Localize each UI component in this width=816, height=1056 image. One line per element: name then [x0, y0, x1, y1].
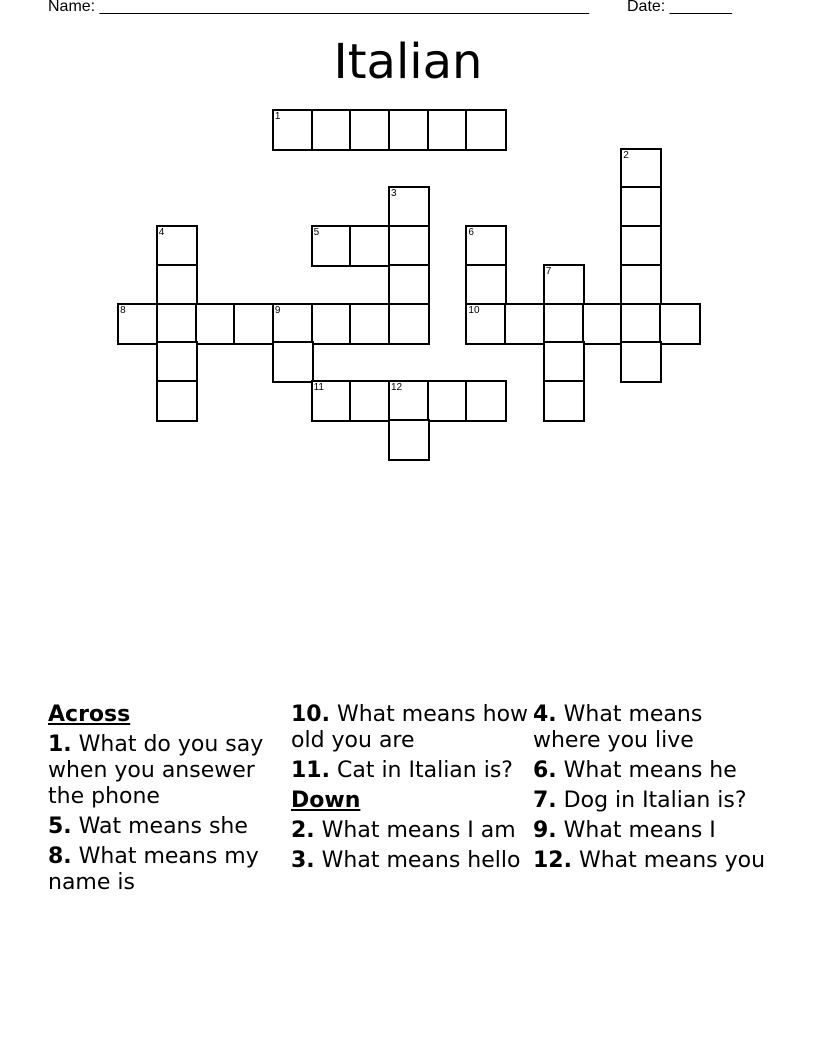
clue-text: What means hello	[314, 848, 521, 873]
clue-text: What do you say when you ansewer the phone	[48, 732, 264, 809]
clue-text: What means where you live	[533, 702, 703, 753]
clue-number: 6.	[533, 758, 557, 783]
crossword-cell[interactable]	[156, 303, 198, 345]
clue-text: What means he	[556, 758, 737, 783]
crossword-cell[interactable]	[582, 303, 624, 345]
crossword-cell[interactable]	[427, 109, 469, 151]
crossword-cell[interactable]	[388, 380, 430, 422]
cell-number: 12	[391, 381, 403, 393]
cell-number: 9	[274, 304, 281, 316]
clue-number: 2.	[291, 818, 315, 843]
clue-number: 7.	[533, 788, 557, 813]
clue-text: Wat means she	[71, 814, 248, 839]
crossword-cell[interactable]	[349, 380, 391, 422]
crossword-cell[interactable]	[272, 341, 314, 383]
crossword-cell[interactable]	[465, 264, 507, 306]
crossword-cell[interactable]	[349, 303, 391, 345]
clue-across-10	[291, 702, 531, 754]
clue-down-12	[533, 848, 773, 874]
clue-down-3	[291, 848, 531, 874]
crossword-cell[interactable]	[465, 225, 507, 267]
crossword-cell[interactable]	[543, 303, 585, 345]
crossword-cell[interactable]	[543, 264, 585, 306]
clue-across-1	[48, 732, 288, 810]
cell-number: 8	[120, 304, 126, 316]
crossword-cell[interactable]	[659, 303, 701, 345]
crossword-cell[interactable]	[272, 303, 314, 345]
crossword-cell[interactable]	[349, 109, 391, 151]
crossword-cell[interactable]	[465, 109, 507, 151]
crossword-cell[interactable]	[156, 225, 198, 267]
cell-number: 10	[468, 304, 480, 316]
clue-across-5	[48, 814, 288, 840]
clue-text: What means I	[556, 818, 716, 843]
crossword-cell[interactable]	[620, 303, 662, 345]
cell-number: 7	[545, 265, 552, 277]
crossword-cell[interactable]	[388, 109, 430, 151]
clue-across-8	[48, 844, 288, 896]
crossword-cell[interactable]	[311, 109, 353, 151]
clue-number: 5.	[48, 814, 72, 839]
clue-down-9	[533, 818, 773, 844]
clue-down-7	[533, 788, 773, 814]
date-field-label: Date: _______	[627, 0, 732, 15]
crossword-cell[interactable]	[388, 264, 430, 306]
clue-number: 11.	[291, 758, 330, 783]
crossword-cell[interactable]	[311, 225, 353, 267]
crossword-cell[interactable]	[349, 225, 391, 267]
cell-number: 5	[313, 227, 320, 239]
crossword-cell[interactable]	[272, 109, 314, 151]
clue-down-2	[291, 818, 531, 844]
cell-number: 3	[391, 188, 397, 200]
crossword-cell[interactable]	[388, 419, 430, 461]
crossword-cell[interactable]	[620, 341, 662, 383]
crossword-cell[interactable]	[311, 380, 353, 422]
clue-number: 8.	[48, 844, 72, 869]
clue-number: 9.	[533, 818, 557, 843]
crossword-cell[interactable]	[465, 303, 507, 345]
crossword-cell[interactable]	[156, 341, 198, 383]
clue-number: 1.	[48, 732, 72, 757]
crossword-cell[interactable]	[543, 380, 585, 422]
cell-number: 4	[158, 227, 165, 239]
cell-number: 11	[313, 381, 324, 393]
crossword-cell[interactable]	[233, 303, 275, 345]
cell-number: 1	[274, 111, 281, 122]
clue-column-3	[533, 702, 773, 878]
clue-text: Dog in Italian is?	[556, 788, 747, 813]
cell-number: 6	[468, 227, 474, 239]
clue-column-1	[48, 702, 288, 900]
clue-text: What means my name is	[48, 844, 259, 895]
crossword-cell[interactable]	[117, 303, 159, 345]
crossword-cell[interactable]	[620, 264, 662, 306]
crossword-cell[interactable]	[427, 380, 469, 422]
crossword-cell[interactable]	[543, 341, 585, 383]
crossword-cell[interactable]	[195, 303, 237, 345]
name-field-label: Name: _______________________________________________________	[48, 0, 589, 15]
crossword-grid	[0, 0, 816, 480]
down-heading: Down	[291, 788, 361, 813]
crossword-cell[interactable]	[156, 380, 198, 422]
cell-number: 2	[623, 149, 629, 161]
clue-number: 3.	[291, 848, 315, 873]
crossword-cell[interactable]	[311, 303, 353, 345]
clue-number: 10.	[291, 702, 330, 727]
crossword-cell[interactable]	[388, 303, 430, 345]
crossword-cell[interactable]	[620, 186, 662, 228]
crossword-cell[interactable]	[388, 225, 430, 267]
across-heading: Across	[48, 702, 131, 727]
clue-column-2	[291, 702, 531, 878]
clue-across-11	[291, 758, 531, 784]
crossword-cell[interactable]	[620, 148, 662, 190]
clue-down-4	[533, 702, 773, 754]
clue-down-6	[533, 758, 773, 784]
clue-text: What means you	[571, 848, 766, 873]
crossword-cell[interactable]	[388, 186, 430, 228]
crossword-cell[interactable]	[620, 225, 662, 267]
clue-number: 4.	[533, 702, 557, 727]
puzzle-title: Italian	[333, 34, 483, 90]
crossword-cell[interactable]	[465, 380, 507, 422]
crossword-cell[interactable]	[504, 303, 546, 345]
clue-text: What means how old you are	[291, 702, 529, 753]
crossword-cell[interactable]	[156, 264, 198, 306]
clue-text: Cat in Italian is?	[329, 758, 513, 783]
clue-number: 12.	[533, 848, 572, 873]
clue-text: What means I am	[314, 818, 516, 843]
